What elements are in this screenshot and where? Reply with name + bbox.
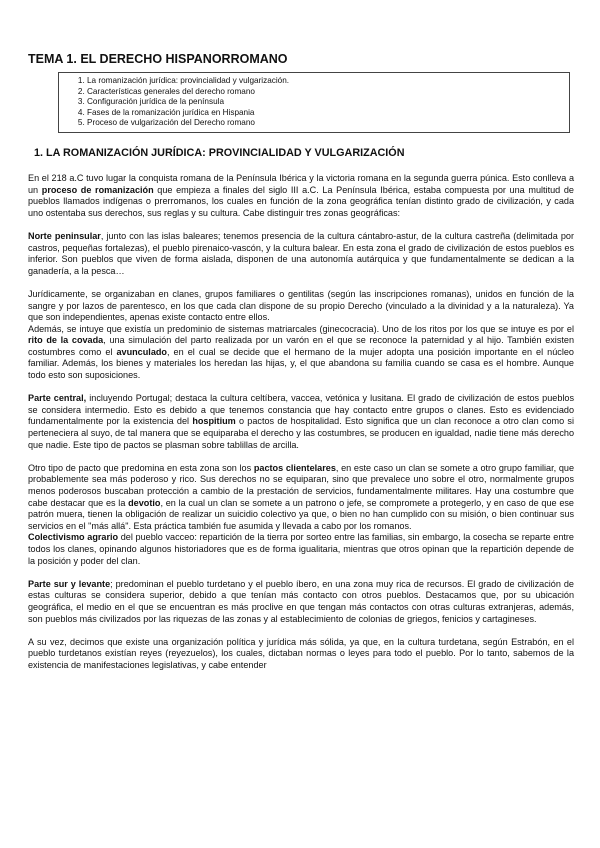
- toc-item: 3. Configuración jurídica de la península: [87, 97, 565, 108]
- paragraph-juridicamente: Jurídicamente, se organizaban en clanes, grupos familiares o gentilitas (según las inscripciones romanas), unidos en función de la sangre y por lazos de parentesco, en los que cada clan dispone de su propio Derecho (vinculado a la divinidad y a la naturaleza). Ya que son independientes, apenas existe contacto entre ellos.: [28, 288, 574, 323]
- toc-item: 2. Características generales del derecho romano: [87, 87, 565, 98]
- toc-item: 1. La romanización jurídica: provincialidad y vulgarización.: [87, 76, 565, 87]
- table-of-contents: [58, 72, 570, 133]
- paragraph-norte: Norte peninsular, junto con las islas baleares; tenemos presencia de la cultura cántabro-astur, de la cultura castreña (delimitada por castros, pequeñas fortalezas), el pueblo pirenaico-vascón, y la cultura balear. En esta zona el grado de civilización de estos pueblos es inferior. Son pueblos que viven de forma aislada, disponen de una autonomía autárquica y que fundamentalmente se dedican a la ganadería, a la pesca…: [28, 230, 574, 276]
- paragraph-intro: En el 218 a.C tuvo lugar la conquista romana de la Península Ibérica y la victoria romana en la segunda guerra púnica. Esto conlleva a un proceso de romanización que empieza a finales del siglo III a.C. La Península Ibérica, estaba compuesta por una multitud de pueblos llamados indígenas o prerromanos, los cuales en función de la zona geográfica tenían distinto grado de civilización, y cada uno ostentaba sus derechos, sus reglas y su cultura. Cabe distinguir tres zonas geográficas:: [28, 172, 574, 218]
- toc-item: 5. Proceso de vulgarización del Derecho romano: [87, 118, 565, 129]
- paragraph-central: Parte central, incluyendo Portugal; destaca la cultura celtíbera, vaccea, vetónica y lusitana. El grado de civilización de estos pueblos se considera intermedio. Esto es debido a que tenemos constancia que hay contacto entre grupos o clanes. Esto es evidenciado fundamentalmente por la existencia del hospitium o pactos de hospitalidad. Esto significa que un clan reconoce a otro clan como si perteneciera al suyo, de tal manera que se equiparaba el derecho y las costumbres, se producen en igualdad, nadie tiene más derecho que nadie. Este tipo de pactos se plasman sobre tablillas de arcilla.: [28, 393, 575, 450]
- paragraph-turdetana: A su vez, decimos que existe una organización política y jurídica más sólida, ya que, en la cultura turdetana, según Estrabón, en el pueblo turdetanos existían reyes (reyezuelos), los cuales, dictaban normas o leyes para todo el pueblo. Por lo tanto, sabemos de la existencia de manifestaciones legislativas, y cabe entender: [28, 636, 574, 670]
- paragraph-colectivismo: Colectivismo agrario del pueblo vacceo: repartición de la tierra por sorteo entre las familias, sin embargo, la cosecha se reparte entre todos los clanes, opinando algunos historiadores que es de forma igualitaria, mientras que otros opinan que la repartición depende de la posición y poder del clan.: [28, 532, 574, 566]
- document-page: [28, 52, 574, 683]
- paragraph-clientelares: Otro tipo de pacto que predomina en esta zona son los pactos clientelares, en este caso un clan se somete a otro grupo familiar, que probablemente sea más poderoso y rico. Sus derechos no se equiparan, sino que prevalece uno sobre el otro, normalmente grupos menos poderosos buscaban protección a cambio de la prestación de servicios, fundamentalmente militares. Hay una costumbre que cabe destacar que es la devotio, en la cual un clan se somete a un patrono o jefe, se compromete a protegerlo, y en caso de que ese patrón muera, tienen la obligación de realizar un suicidio colectivo ya que, o bien no han cumplido con su misión, o bien continuar sus servicios en el "más allá". Esta práctica también fue asumida y llevada a cabo por los romanos.: [28, 462, 574, 531]
- section-heading: 1. LA ROMANIZACIÓN JURÍDICA: PROVINCIALIDAD Y VULGARIZACIÓN: [34, 146, 405, 159]
- toc-item: 4. Fases de la romanización jurídica en Hispania: [87, 108, 565, 119]
- paragraph-sur: Parte sur y levante; predominan el pueblo turdetano y el pueblo íbero, en una zona muy rica de recursos. El grado de civilización de estas culturas se considera superior, debido a que tenían más contacto con otros pueblos. Destacamos que, por su ubicación geográfica, el medio en el que se encuentran es más proclive en que tengan más contactos con otras culturas extranjeras, además, son pueblos más civilizados por las riquezas de las zonas y al establecimiento de colonias de griegos, fenicios y cartagineses.: [28, 578, 574, 624]
- paragraph-matriarcal: Además, se intuye que existía un predominio de sistemas matriarcales (ginecocracia). Uno de los ritos por los que se intuye es por el rito de la covada, una simulación del parto realizada por un varón en el que se reconoce la paternidad y al hijo. También existen costumbres como el avunculado, en el cual se decide que el hermano de la mujer adopta una posición importante en el núcleo familiar. Además, los bienes y materiales los heredan las hijas, y, el que abandona su familia cuando se casa es el hombre. Aunque todo esto son suposiciones.: [28, 323, 575, 381]
- page-title: TEMA 1. EL DERECHO HISPANORROMANO: [28, 52, 288, 66]
